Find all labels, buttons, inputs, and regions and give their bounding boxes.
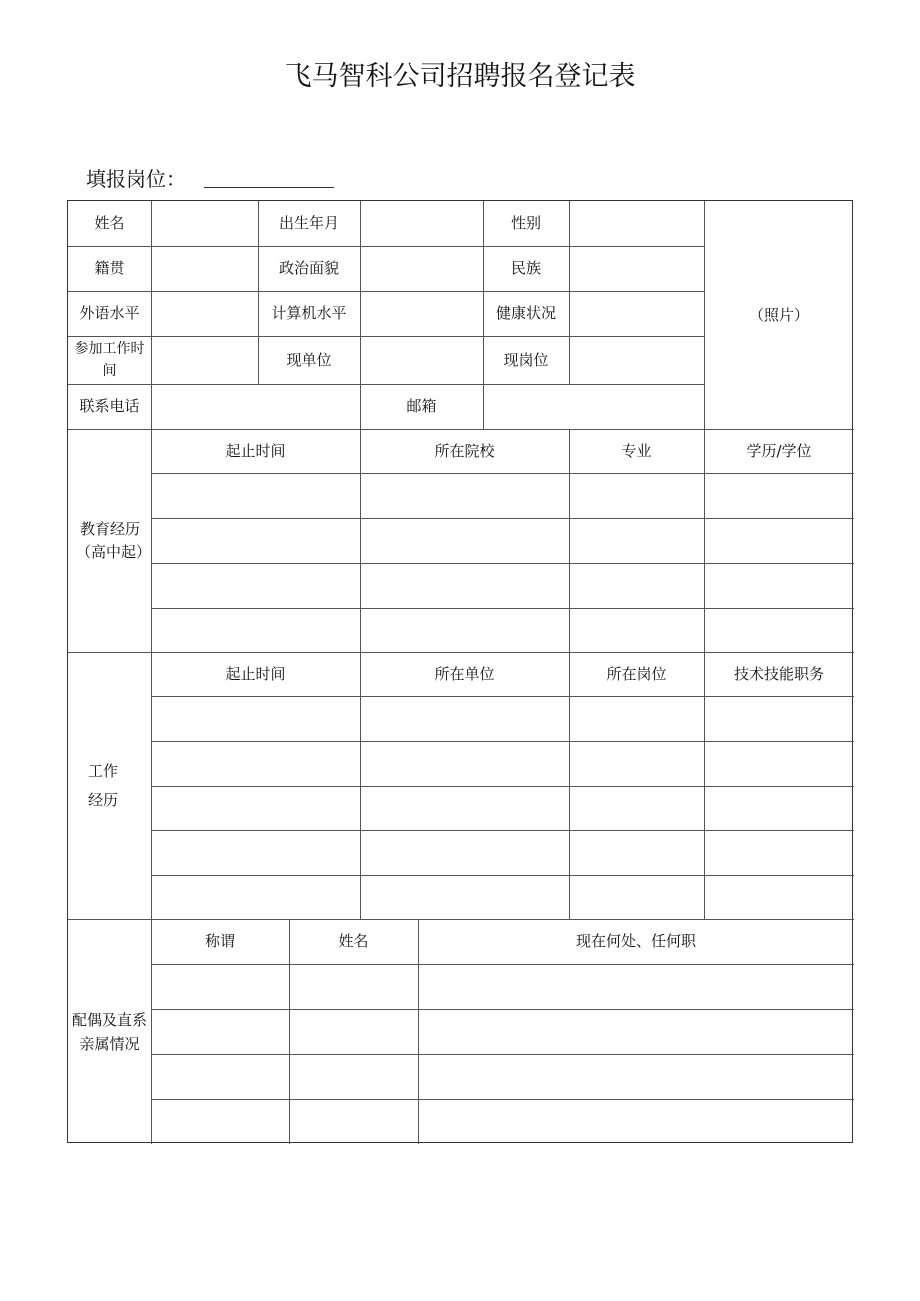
- input-ethnic[interactable]: [569, 246, 704, 291]
- education-section-label: 教育经历（高中起）: [76, 520, 152, 561]
- input-computer[interactable]: [360, 291, 483, 336]
- work-label-line2: 经历: [87, 790, 118, 809]
- label-language: 外语水平: [79, 304, 140, 323]
- work-section-label: [68, 652, 138, 919]
- label-email: 邮箱: [406, 397, 437, 416]
- work-header-period: 起止时间: [225, 664, 286, 683]
- input-native-place[interactable]: [151, 246, 258, 291]
- page-title: 飞马智科公司招聘报名登记表: [284, 61, 636, 92]
- work-label-line1: 工作: [87, 762, 118, 780]
- input-work-start[interactable]: [151, 336, 258, 384]
- work-header-unit: 所在单位: [434, 664, 495, 683]
- input-phone[interactable]: [151, 384, 360, 429]
- input-gender[interactable]: [569, 201, 704, 246]
- family-rows[interactable]: [151, 964, 854, 1144]
- input-birth[interactable]: [360, 201, 483, 246]
- photo-box[interactable]: （照片）: [748, 305, 809, 324]
- family-header-position: 现在何处、任何职: [575, 932, 696, 951]
- edu-header-major: 专业: [621, 441, 652, 460]
- label-work-start: 参加工作时间: [74, 340, 145, 379]
- input-email[interactable]: [483, 384, 704, 429]
- family-header-relation: 称谓: [204, 932, 235, 951]
- work-header-title: 技术技能职务: [733, 664, 824, 683]
- label-computer: 计算机水平: [271, 304, 347, 323]
- label-current-unit: 现单位: [286, 350, 332, 369]
- position-label: 填报岗位：: [86, 167, 186, 191]
- family-header-name: 姓名: [338, 932, 369, 951]
- edu-header-period: 起止时间: [225, 441, 286, 460]
- label-phone: 联系电话: [79, 397, 140, 416]
- education-rows[interactable]: [151, 473, 854, 652]
- work-rows[interactable]: [151, 696, 854, 919]
- label-politics: 政治面貌: [278, 259, 339, 278]
- label-current-post: 现岗位: [503, 350, 549, 369]
- edu-header-school: 所在院校: [434, 441, 495, 460]
- label-gender: 性别: [510, 214, 541, 233]
- input-current-post[interactable]: [569, 336, 704, 384]
- position-input-line[interactable]: [204, 187, 334, 188]
- label-native-place: 籍贯: [94, 259, 125, 278]
- label-health: 健康状况: [495, 304, 556, 323]
- input-current-unit[interactable]: [360, 336, 483, 384]
- label-ethnic: 民族: [510, 259, 541, 278]
- label-birth: 出生年月: [278, 214, 339, 233]
- work-header-post: 所在岗位: [606, 664, 667, 683]
- edu-header-degree: 学历/学位: [746, 441, 812, 460]
- input-health[interactable]: [569, 291, 704, 336]
- input-politics[interactable]: [360, 246, 483, 291]
- input-language[interactable]: [151, 291, 258, 336]
- registration-form-table: [67, 200, 853, 1143]
- input-name[interactable]: [151, 201, 258, 246]
- label-name: 姓名: [94, 214, 125, 233]
- family-section-label: 配偶及直系亲属情况: [71, 1010, 147, 1053]
